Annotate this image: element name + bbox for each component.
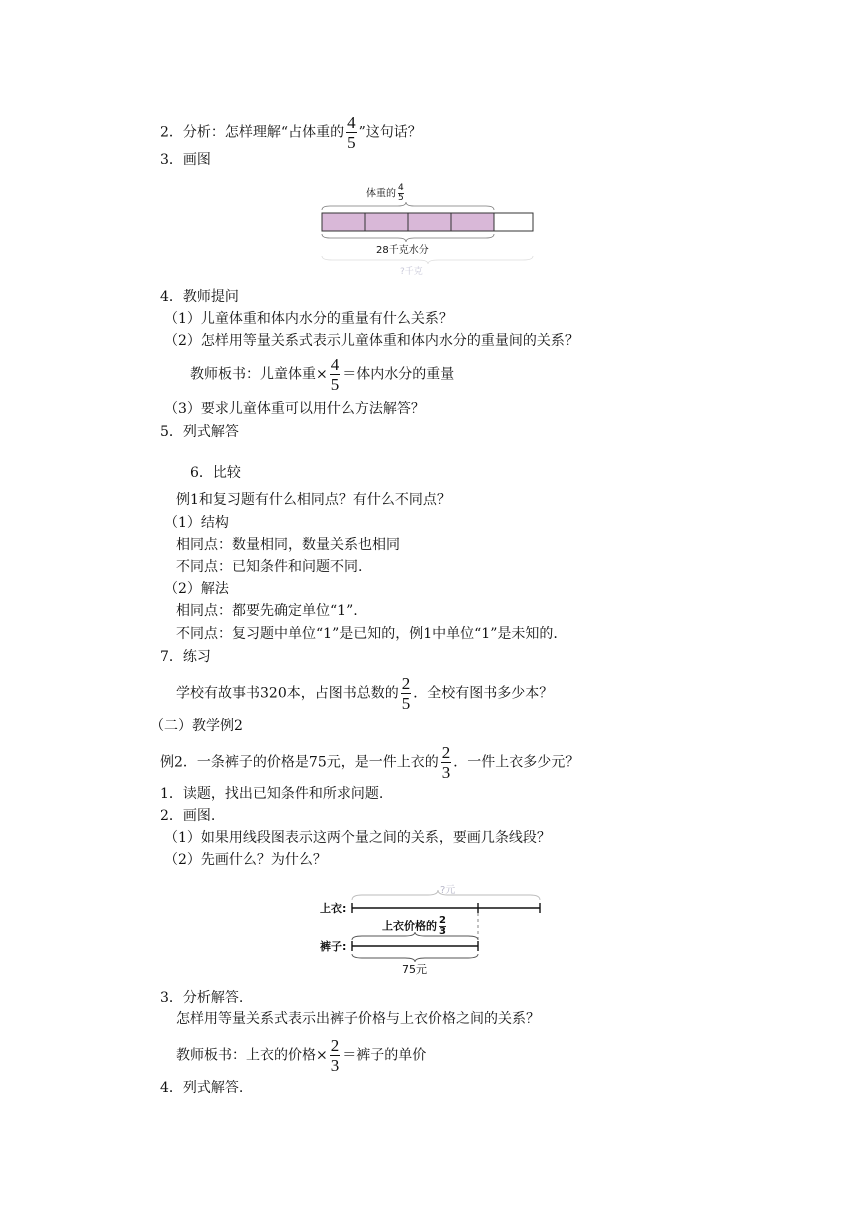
- jacket-price-label: ?元: [440, 885, 456, 896]
- compare-structure: （1）结构: [164, 515, 229, 531]
- fraction: $\frac{2}{3}$: [441, 743, 451, 782]
- fraction: $\frac{4}{5}$: [347, 113, 356, 152]
- fraction: $\frac{2}{5}$: [401, 674, 411, 713]
- e-analysis-question: 怎样用等量关系式表示出裤子价格与上衣价格之间的关系？: [176, 1011, 540, 1027]
- question-2: （2）怎样用等量关系式表示儿童体重和体内水分的重量间的关系？: [164, 333, 579, 349]
- practice-question: 学校有故事书320本，占图书总数的 $\frac{2}{5}$ ．全校有图书多少本？: [176, 674, 554, 713]
- method-different: 不同点：复习题中单位“1”是已知的，例1中单位“1”是未知的.: [176, 626, 558, 642]
- fraction: $\frac{4}{5}$: [330, 355, 340, 394]
- step-2-analysis: 2．分析：怎样理解“占体重的 $\frac{4}{5}$ ”这句话？: [160, 113, 422, 152]
- e-step-4: 4．列式解答.: [160, 1080, 244, 1096]
- diagram-faded-label: ?千克: [400, 267, 423, 277]
- e-step-2: 2．画图.: [160, 808, 216, 824]
- step-7-practice: 7．练习: [160, 649, 211, 665]
- step-6-compare: 6．比较: [190, 465, 241, 481]
- compare-question: 例1和复习题有什么相同点？有什么不同点？: [176, 492, 451, 508]
- price-line-diagram: [310, 878, 550, 978]
- compare-method: （2）解法: [164, 581, 229, 597]
- diagram-water-label: 28千克水分: [376, 245, 429, 256]
- e-question-2: （2）先画什么？为什么？: [164, 852, 327, 868]
- diagram-top-label: 体重的 $\frac{4}{5}$: [366, 183, 404, 203]
- part-2-heading: （二）教学例2: [150, 718, 243, 734]
- e-step-3: 3．分析解答.: [160, 990, 244, 1006]
- structure-same: 相同点：数量相同，数量关系也相同: [176, 537, 400, 553]
- ratio-label: 上衣价格的 $\frac{2}{3}$: [382, 915, 446, 937]
- e-step-1: 1．读题，找出已知条件和所求问题.: [160, 786, 384, 802]
- question-3: （3）要求儿童体重可以用什么方法解答？: [164, 401, 425, 417]
- board-note-2: 教师板书：上衣的价格× $\frac{2}{3}$ ＝裤子的单价: [176, 1036, 427, 1075]
- step-5-solve: 5．列式解答: [160, 424, 239, 440]
- step-4-questions: 4．教师提问: [160, 289, 239, 305]
- e-question-1: （1）如果用线段图表示这两个量之间的关系，要画几条线段？: [164, 830, 551, 846]
- weight-bar-diagram: [318, 180, 538, 276]
- structure-different: 不同点：已知条件和问题不同.: [176, 559, 363, 575]
- fraction: $\frac{2}{3}$: [330, 1036, 340, 1075]
- question-1: （1）儿童体重和体内水分的重量有什么关系？: [164, 311, 453, 327]
- step-3-draw: 3．画图: [160, 152, 211, 168]
- jacket-label: 上衣:: [320, 902, 347, 915]
- pants-price-label: 75元: [402, 963, 427, 976]
- method-same: 相同点：都要先确定单位“1”.: [176, 603, 358, 619]
- weight-bar-svg: [318, 180, 538, 276]
- board-note-1: 教师板书：儿童体重× $\frac{4}{5}$ ＝体内水分的重量: [190, 355, 455, 394]
- example-2: 例2．一条裤子的价格是75元，是一件上衣的 $\frac{2}{3}$ ．一件上衣多少元？: [160, 743, 580, 782]
- pants-label: 裤子:: [320, 940, 347, 953]
